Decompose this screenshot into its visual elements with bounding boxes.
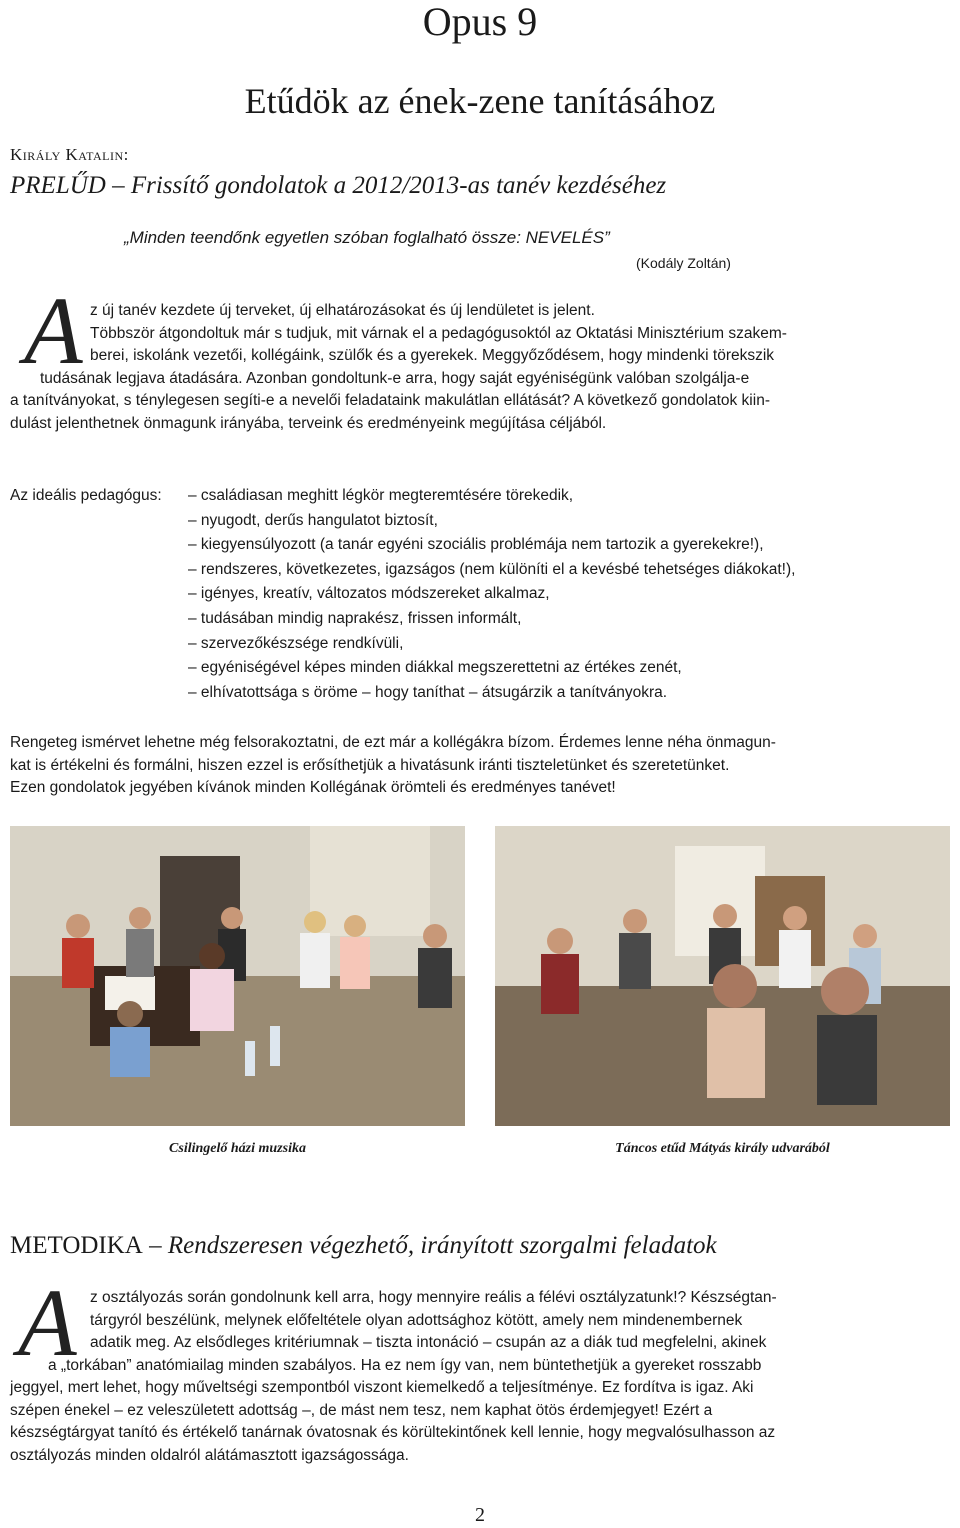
photo-dance: [495, 826, 950, 1126]
paragraph-line: z új tanév kezdete új terveket, új elhatározásokat és új lendületet is jelent.: [90, 302, 595, 319]
photo-dance-image: [495, 826, 950, 1126]
paragraph-line: készségtárgyat tanító és értékelő tanárnak óvatosnak és körültekintőnek kell lennie, hogy megvalósulhasson az: [10, 1424, 776, 1441]
list-item: – egyéniségével képes minden diákkal megszerettetni az értékes zenét,: [188, 659, 682, 677]
paragraph-line: tudásának legjava átadására. Azonban gondoltunk-e arra, hogy saját egyéniségünk valóban szolgálja-e: [40, 369, 750, 387]
photo-choir-rehearsal-image: [10, 826, 465, 1126]
paragraph-line: kat is értékelni és formálni, hiszen ezzel is erősíthetjük a hivatásunk iránti tiszteletünket és szeretetünket.: [10, 756, 730, 774]
photo-caption: Csilingelő házi muzsika: [169, 1141, 306, 1156]
metodika-paragraph: [10, 1287, 950, 1467]
intro-paragraph: [10, 300, 950, 435]
epigraph-quote: „Minden teendőnk egyetlen szóban foglalható össze: NEVELÉS”: [124, 228, 610, 247]
list-item: – kiegyensúlyozott (a tanár egyéni szociális problémája nem tartozik a gyerekekre!),: [188, 536, 764, 554]
paragraph-line: tárgyról beszélünk, melynek előfeltétele olyan adottsághoz kötött, amely nem mindenembernek: [90, 1311, 743, 1329]
closing-paragraph: [10, 732, 950, 800]
paragraph-line: a „torkában” anatómiailag minden szabályos. Ha ez nem így van, nem büntethetjük a gyereket rosszabb: [48, 1356, 762, 1374]
list-item: – tudásában mindig naprakész, frissen informált,: [188, 609, 522, 627]
section-title-rest: – Rendszeresen végezhető, irányított szorgalmi feladatok: [142, 1232, 717, 1259]
list-item: – elhívatottsága s öröme – hogy taníthat – átsugárzik a tanítványokra.: [188, 683, 668, 701]
paragraph-line: Rengeteg ismérvet lehetne még felsorakoztatni, de ezt már a kollégákra bízom. Érdemes lenne néha önmagun-: [10, 734, 776, 751]
paragraph-line: a tanítványokat, s ténylegesen segíti-e a nevelői feladataink makulátlan ellátását? A következő gondolatok kiin-: [10, 392, 770, 409]
page-number: 2: [475, 1504, 485, 1526]
paragraph-line: Többször átgondoltuk már s tudjuk, mit várnak el a pedagógusoktól az Oktatási Minisztérium szakem-: [90, 324, 787, 342]
drop-cap: A: [24, 277, 83, 384]
list-item: – rendszeres, következetes, igazságos (nem különíti el a kevésbé tehetséges diákokat!),: [188, 560, 796, 578]
qualities-list: [188, 484, 795, 705]
photo-caption: Táncos etűd Mátyás király udvarából: [615, 1141, 830, 1156]
list-label: Az ideális pedagógus:: [10, 487, 162, 504]
paragraph-line: Ezen gondolatok jegyében kívánok minden Kollégának örömteli és eredményes tanévet!: [10, 779, 616, 796]
paragraph-line: adatik meg. Az elsődleges kritériumnak – tiszta intonáció – csupán az a diák tud megfelelni, akinek: [90, 1334, 767, 1351]
section-title-lead: METODIKA: [10, 1232, 143, 1259]
paragraph-line: szépen énekel – ez veleszületett adottság –, de mást nem tesz, nem kaphat ötös érdemjegyet! Ezért a: [10, 1401, 713, 1419]
list-item: – családiasan meghitt légkör megteremtésére törekedik,: [188, 487, 574, 504]
article-title: PRELŰD – Frissítő gondolatok a 2012/2013-as tanév kezdéséhez: [10, 172, 667, 199]
page-subtitle: Etűdök az ének-zene tanításához: [244, 81, 716, 121]
page-heading-opus: Opus 9: [422, 0, 538, 44]
drop-cap: A: [18, 1269, 77, 1376]
list-item: – nyugodt, derűs hangulatot biztosít,: [188, 511, 438, 529]
list-item: – igényes, kreatív, változatos módszereket alkalmaz,: [188, 585, 550, 603]
paragraph-line: jeggyel, mert lehet, hogy műveltségi szempontból viszont kiemelkedő a teljesítménye. Ez fordítva is igaz. Aki: [10, 1379, 754, 1396]
epigraph-attribution: (Kodály Zoltán): [636, 255, 731, 271]
paragraph-line: osztályozás minden oldalról alátámasztott igazságossága.: [10, 1446, 409, 1464]
paragraph-line: z osztályozás során gondolnunk kell arra, hogy mennyire reális a félévi osztályzatunk!? Készségtan-: [90, 1289, 777, 1306]
section-title: [10, 1230, 717, 1262]
article-author: Király Katalin:: [10, 145, 129, 164]
paragraph-line: dulást jelenthetnek önmagunk irányába, terveink és eredményeink megújítása céljából.: [10, 414, 607, 432]
list-item: – szervezőkészsége rendkívüli,: [188, 634, 404, 652]
paragraph-line: berei, iskolánk vezetői, kollégáink, szülők és a gyerekek. Meggyőződésem, hogy mindenki törekszik: [90, 347, 775, 364]
photo-choir-rehearsal: [10, 826, 465, 1126]
